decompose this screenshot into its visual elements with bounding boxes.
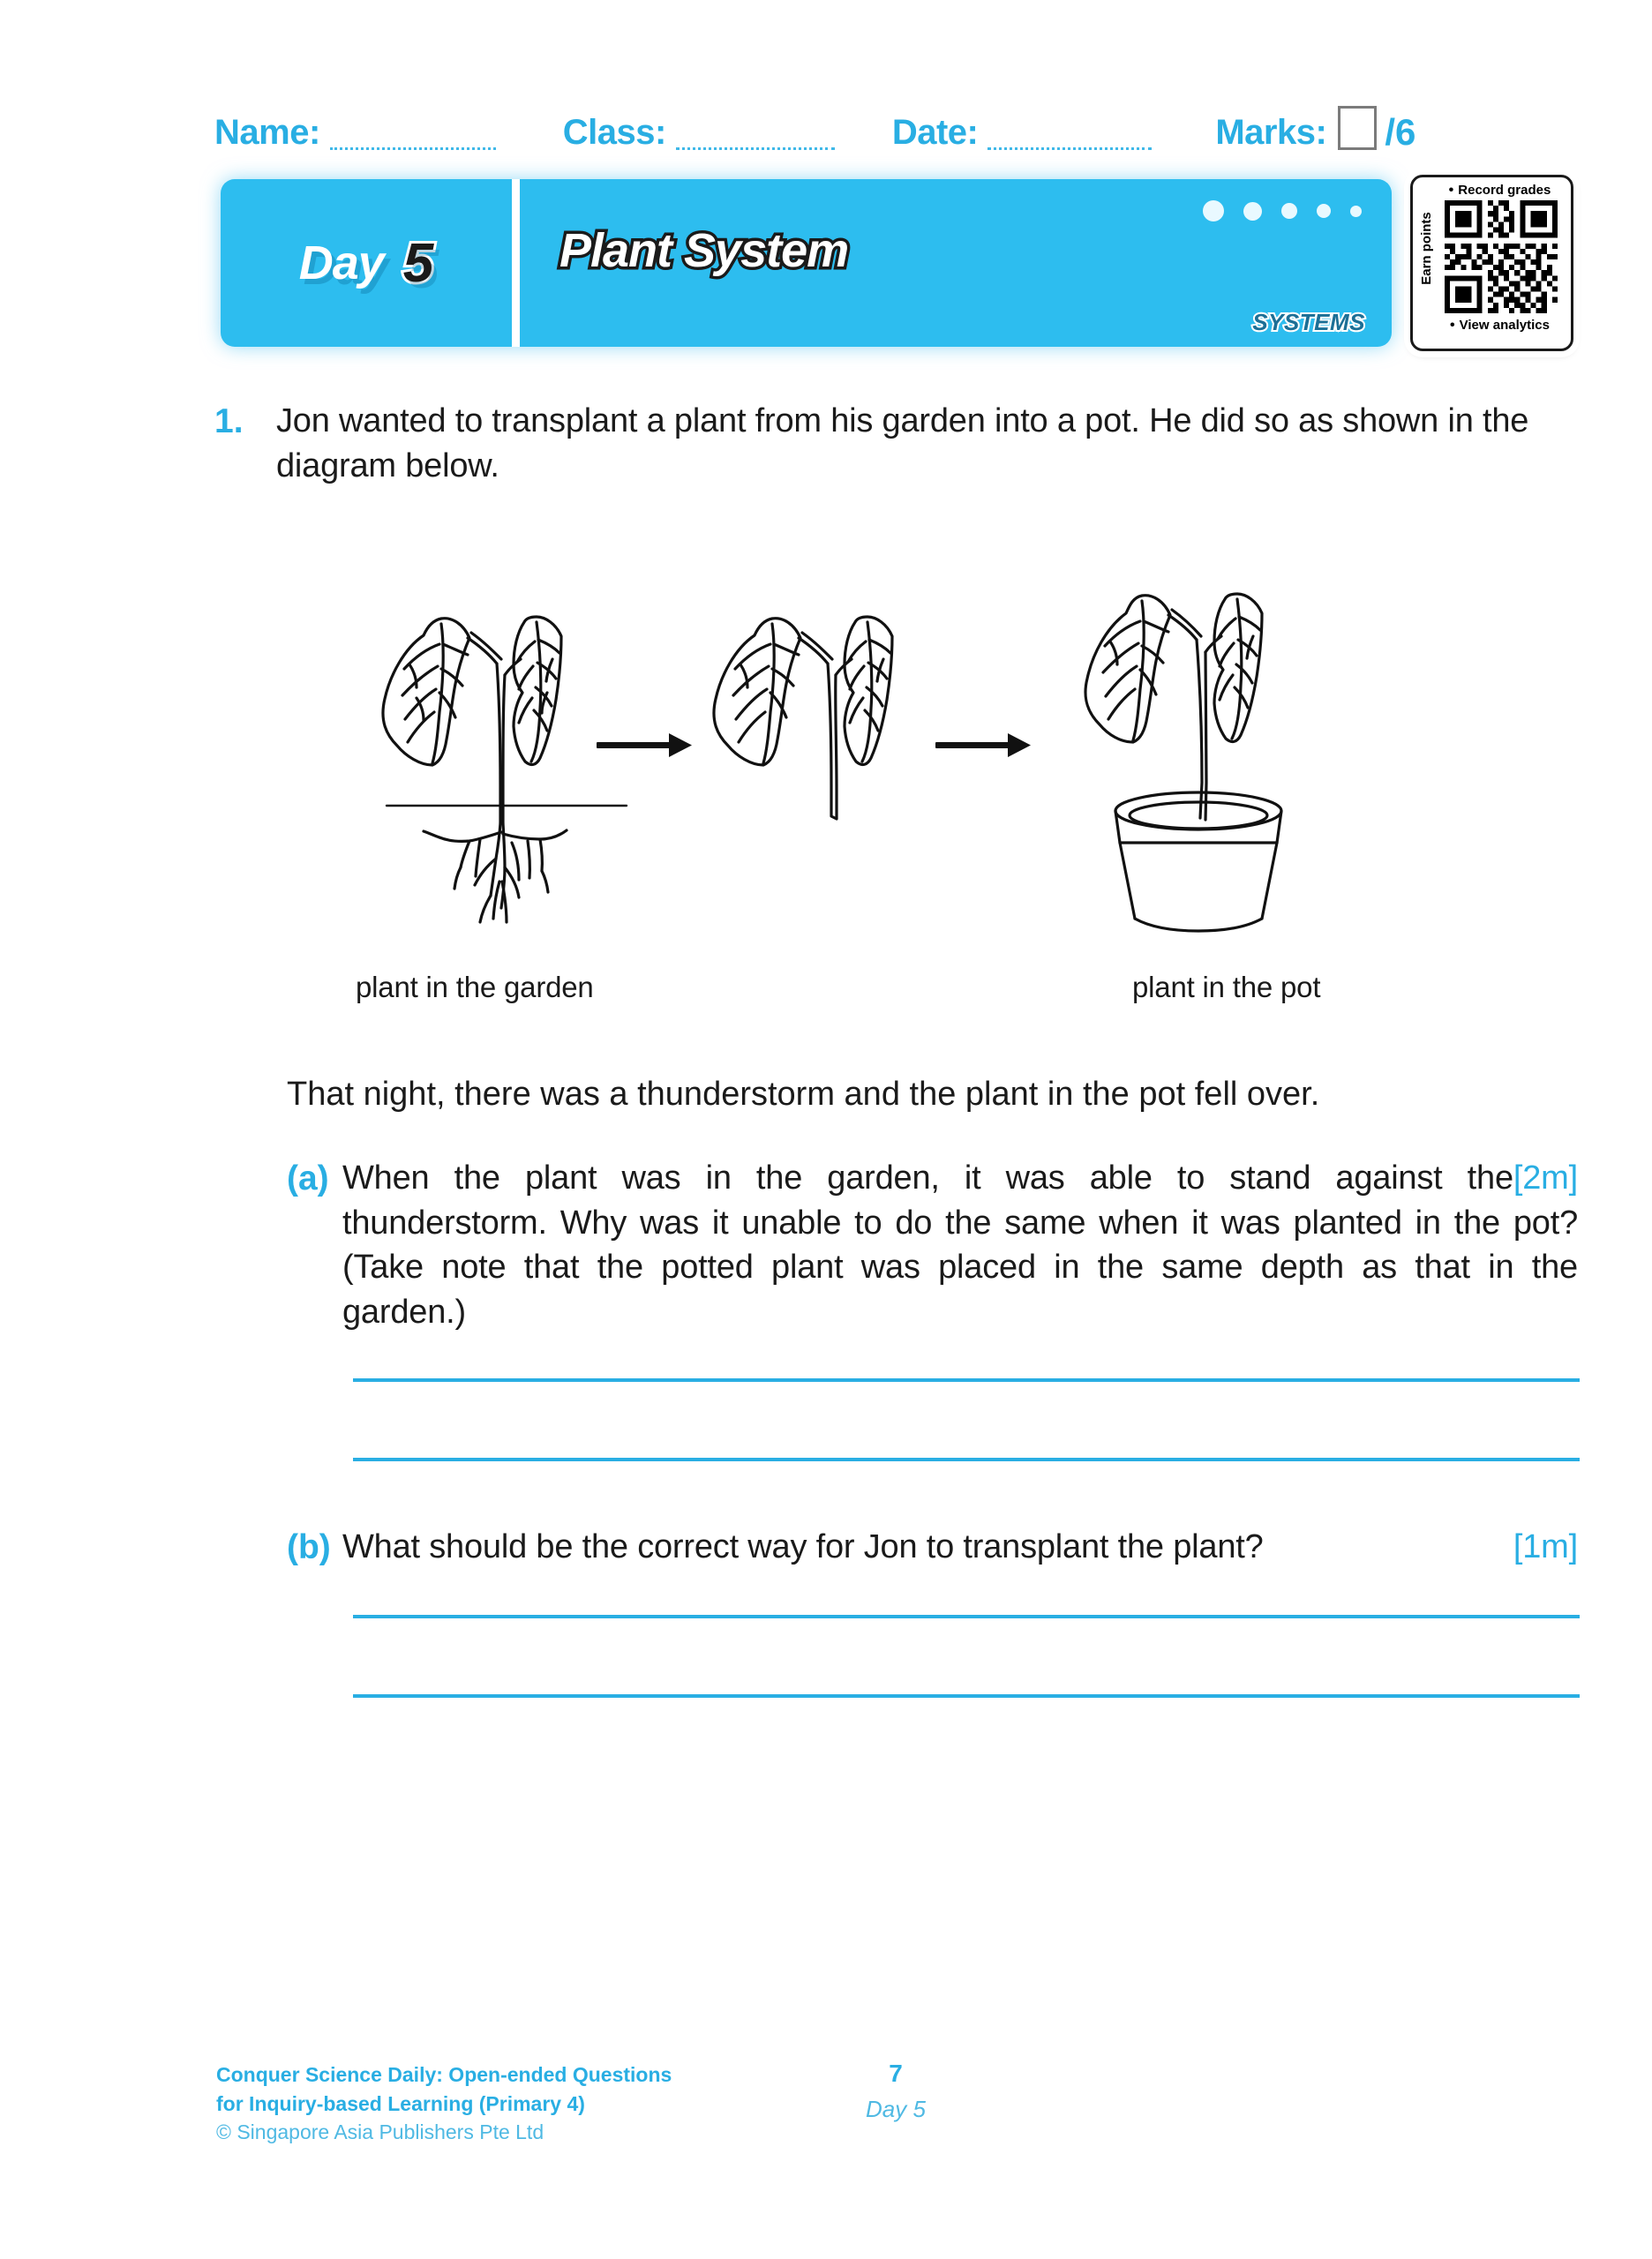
footer-title-line-2: for Inquiry-based Learning (Primary 4) xyxy=(216,2091,585,2115)
name-label: Name: xyxy=(214,113,320,152)
marks-input-box[interactable] xyxy=(1338,106,1377,150)
footer-copyright: © Singapore Asia Publishers Pte Ltd xyxy=(216,2120,544,2144)
qr-code-card[interactable] xyxy=(1410,175,1573,351)
arrow-1 xyxy=(597,733,692,757)
stage-uprooted-plant xyxy=(714,617,892,819)
caption-plant-in-pot: plant in the pot xyxy=(1132,971,1321,1003)
banner-divider xyxy=(512,179,520,347)
question-stem: Jon wanted to transplant a plant from his garden into a pot. He did so as shown in the diagram below. xyxy=(276,402,1529,484)
part-a-text-wrap xyxy=(342,1156,1578,1334)
question-part-b xyxy=(287,1525,1584,1571)
student-info-row xyxy=(214,97,1578,154)
topic-tag: SYSTEMS xyxy=(1252,309,1365,335)
caption-plant-in-garden: plant in the garden xyxy=(356,971,594,1003)
bullet-icon: • xyxy=(1450,317,1455,333)
class-field[interactable] xyxy=(563,115,835,150)
marks-total-label: /6 xyxy=(1385,111,1416,154)
dot-3-icon xyxy=(1281,203,1297,219)
bullet-icon: • xyxy=(1448,182,1454,198)
qr-code-icon[interactable] xyxy=(1439,200,1563,318)
class-label: Class: xyxy=(562,113,666,152)
arrow-2 xyxy=(935,733,1031,757)
dot-1-icon xyxy=(1203,200,1224,221)
page-day-label: Day 5 xyxy=(866,2096,926,2122)
part-a-answer-line-2[interactable] xyxy=(353,1458,1580,1461)
part-a-marks: [2m] xyxy=(1513,1160,1578,1197)
question-part-a xyxy=(287,1156,1584,1334)
day-number-label: 5 xyxy=(402,232,434,294)
footer-title-line-1: Conquer Science Daily: Open-ended Questions xyxy=(216,2063,672,2086)
name-input-line[interactable] xyxy=(330,128,496,150)
question-1 xyxy=(214,399,1582,488)
marks-field[interactable] xyxy=(1215,106,1416,154)
footer xyxy=(216,2060,1099,2147)
qr-top-row xyxy=(1449,183,1551,198)
part-b-label: (b) xyxy=(287,1528,331,1566)
dot-5-icon xyxy=(1350,206,1362,217)
part-b-text-wrap xyxy=(342,1525,1578,1571)
part-a-answer-line-1[interactable] xyxy=(353,1378,1580,1382)
stage-plant-in-pot xyxy=(1085,594,1281,931)
day-word-label: Day xyxy=(298,236,384,289)
qr-top-label: Record grades xyxy=(1458,183,1551,198)
class-input-line[interactable] xyxy=(676,128,835,150)
progress-dots xyxy=(1203,200,1362,221)
qr-left-label: Earn points xyxy=(1418,212,1434,285)
marks-label: Marks: xyxy=(1215,113,1327,152)
title-panel xyxy=(520,179,1392,347)
lesson-banner xyxy=(221,179,1392,347)
qr-bottom-label: View analytics xyxy=(1459,318,1550,333)
date-field[interactable] xyxy=(892,115,1153,150)
part-a-text: When the plant was in the garden, it was able to stand against the thunderstorm. Why was it unable to do the same when it was planted in the pot? (Take note that the potted plant was placed in the same depth as that in the garden.) xyxy=(342,1160,1578,1331)
date-input-line[interactable] xyxy=(987,128,1152,150)
part-b-answer-line-1[interactable] xyxy=(353,1615,1580,1618)
date-label: Date: xyxy=(891,113,979,152)
dot-4-icon xyxy=(1317,204,1331,218)
part-a-label: (a) xyxy=(287,1160,329,1197)
question-number: 1. xyxy=(214,402,244,440)
page-number: 7 xyxy=(889,2060,903,2087)
dot-2-icon xyxy=(1243,202,1262,221)
part-b-answer-line-2[interactable] xyxy=(353,1694,1580,1698)
transplant-diagram xyxy=(335,525,1421,957)
name-field[interactable] xyxy=(214,115,496,150)
stage-plant-in-garden xyxy=(383,617,627,922)
part-b-text: What should be the correct way for Jon to transplant the plant? xyxy=(342,1528,1264,1565)
page-title: Plant System xyxy=(559,224,849,277)
part-b-marks: [1m] xyxy=(1513,1528,1578,1565)
day-panel xyxy=(221,179,512,347)
thunderstorm-paragraph: That night, there was a thunderstorm and the plant in the pot fell over. xyxy=(287,1076,1320,1113)
qr-bottom-row xyxy=(1450,318,1550,333)
